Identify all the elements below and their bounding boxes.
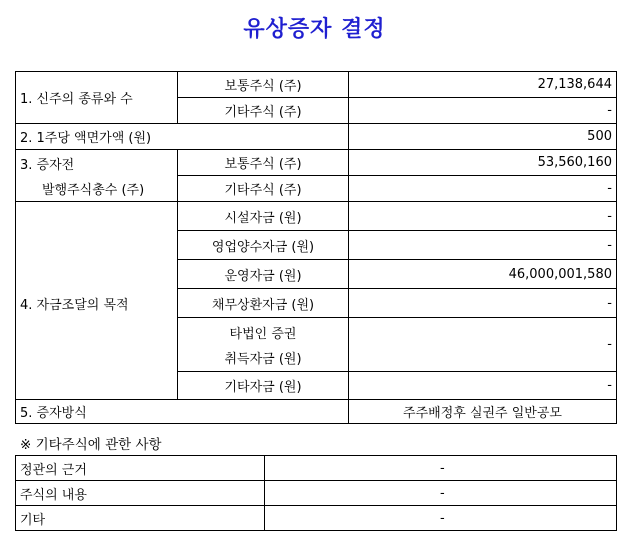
shares-before-label-line2: 발행주식총수 (주) <box>42 182 145 198</box>
facility-funds-label: 시설자금 (원) <box>178 202 349 231</box>
operating-funds-label: 운영자금 (원) <box>178 260 349 289</box>
other-value: - <box>265 506 617 531</box>
facility-funds-value: - <box>349 202 617 231</box>
table-row <box>16 72 617 98</box>
other-corp-securities-label <box>178 318 349 372</box>
other-funds-label: 기타자금 (원) <box>178 372 349 400</box>
other-corp-securities-label-line1: 타법인 증권 <box>229 326 297 342</box>
table-row <box>16 400 617 424</box>
issue-method-label: 5. 증자방식 <box>16 400 349 424</box>
business-acquisition-funds-label: 영업양수자금 (원) <box>178 231 349 260</box>
prior-common-shares-value: 53,560,160 <box>349 150 617 176</box>
par-value-label: 2. 1주당 액면가액 (원) <box>16 124 349 150</box>
table-row <box>16 124 617 150</box>
other-corp-securities-value: - <box>349 318 617 372</box>
funding-purpose-label: 4. 자금조달의 목적 <box>16 202 178 400</box>
table-row <box>16 506 617 531</box>
other-shares-label: 기타주식 (주) <box>178 98 349 124</box>
new-shares-label: 1. 신주의 종류와 수 <box>16 72 178 124</box>
new-other-shares-value: - <box>349 98 617 124</box>
other-shares-label: 기타주식 (주) <box>178 176 349 202</box>
table-row <box>16 481 617 506</box>
other-funds-value: - <box>349 372 617 400</box>
page-title: 유상증자 결정 <box>243 16 386 42</box>
other-shares-note-heading: ※ 기타주식에 관한 사항 <box>20 437 162 453</box>
share-contents-value: - <box>265 481 617 506</box>
prior-other-shares-value: - <box>349 176 617 202</box>
table-row <box>16 456 617 481</box>
par-value-value: 500 <box>349 124 617 150</box>
capital-increase-table <box>15 71 617 424</box>
table-row <box>16 150 617 176</box>
issue-method-value: 주주배정후 실권주 일반공모 <box>349 400 617 424</box>
other-corp-securities-label-line2: 취득자금 (원) <box>224 351 302 367</box>
table-row <box>16 202 617 231</box>
debt-repayment-funds-label: 채무상환자금 (원) <box>178 289 349 318</box>
shares-before-label-line1: 3. 증자전 <box>20 157 75 173</box>
operating-funds-value: 46,000,001,580 <box>349 260 617 289</box>
other-label: 기타 <box>16 506 265 531</box>
common-shares-label: 보통주식 (주) <box>178 72 349 98</box>
debt-repayment-funds-value: - <box>349 289 617 318</box>
shares-before-label <box>16 150 178 202</box>
new-common-shares-value: 27,138,644 <box>349 72 617 98</box>
other-shares-table <box>15 455 617 531</box>
share-contents-label: 주식의 내용 <box>16 481 265 506</box>
common-shares-label: 보통주식 (주) <box>178 150 349 176</box>
articles-basis-label: 정관의 근거 <box>16 456 265 481</box>
articles-basis-value: - <box>265 456 617 481</box>
business-acquisition-funds-value: - <box>349 231 617 260</box>
